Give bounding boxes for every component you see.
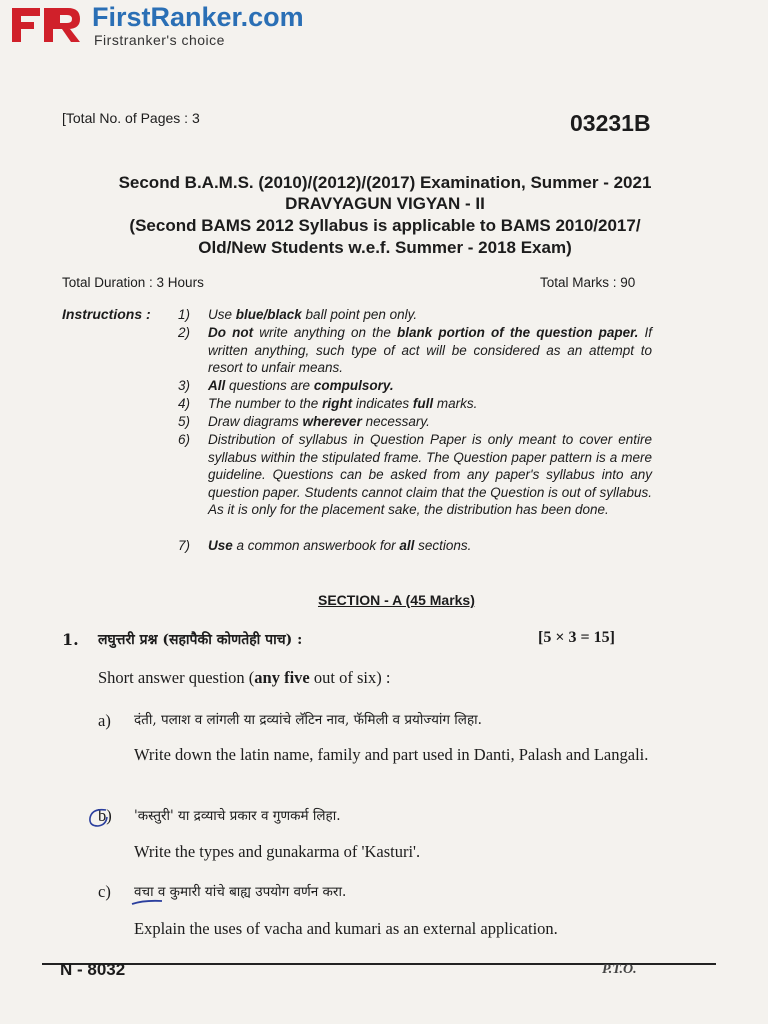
instructions-label: Instructions : (62, 306, 151, 322)
instruction-number: 7) (177, 538, 190, 553)
syllabus-note-line-1: (Second BAMS 2012 Syllabus is applicable to BAMS 2010/2017/ (129, 216, 641, 235)
intro-emphasis: any five (254, 668, 310, 687)
subject-title: DRAVYAGUN VIGYAN - II (285, 194, 485, 213)
total-marks: Total Marks : 90 (540, 275, 636, 290)
brand-name: FirstRanker.com (92, 2, 304, 32)
part-label: b) (98, 806, 112, 825)
instruction-text: Use blue/black ball point pen only. (208, 307, 418, 322)
question-intro (98, 667, 390, 688)
brand-tagline: Firstranker's choice (94, 32, 225, 48)
question-heading-marathi: लघुत्तरी प्रश्न (सहापैकी कोणतेही पाच) : (98, 632, 303, 648)
instruction-number: 6) (177, 432, 190, 447)
instruction-number: 1) (177, 307, 190, 322)
syllabus-note-line-2: Old/New Students w.e.f. Summer - 2018 Exam) (198, 238, 572, 257)
total-pages: [Total No. of Pages : 3 (62, 110, 200, 126)
paper-serial: N - 8032 (60, 960, 126, 979)
part-english-text: Write down the latin name, family and part used in Danti, Palash and Langali. (134, 745, 649, 764)
part-marathi-text: वचा व कुमारी यांचे बाह्य उपयोग वर्णन करा. (134, 884, 347, 900)
instruction-number: 5) (177, 414, 190, 429)
exam-title: Second B.A.M.S. (2010)/(2012)/(2017) Examination, Summer - 2021 (118, 173, 652, 192)
instruction-text: All questions are compulsory. (208, 378, 394, 393)
instruction-text: Draw diagrams wherever necessary. (208, 414, 430, 429)
intro-text: out of six) : (309, 668, 391, 687)
fr-logo-icon (12, 4, 82, 42)
page-turn-note: P.T.O. (602, 962, 637, 977)
instruction-text: Distribution of syllabus in Question Paper is only meant to cover entire syllabus within the stipulated frame. The Question paper pattern is a mere guideline. Questions can be asked from any paper's syllabus into any question paper. Students cannot claim that the Question is out of syllabus. As it is only for the placement sake, the distribution has been done. (208, 432, 652, 517)
handwritten-circle-mark (86, 806, 110, 830)
instruction-number: 3) (177, 378, 190, 393)
instruction-text: Do not write anything on the blank portion of the question paper. If written anything, such type of act will be considered as an attempt to resort to unfair means. (208, 325, 652, 375)
paper-code: 03231B (570, 110, 651, 136)
intro-text: Short answer question ( (98, 668, 255, 687)
section-a-heading: SECTION - A (45 Marks) (318, 592, 475, 608)
instruction-number: 4) (177, 396, 190, 411)
part-label: a) (98, 711, 111, 730)
question-number: 1. (62, 630, 79, 649)
instruction-text: Use a common answerbook for all sections. (208, 538, 472, 553)
instruction-text: The number to the right indicates full marks. (208, 396, 478, 411)
handwritten-underline-mark (130, 896, 166, 908)
instruction-number: 2) (177, 325, 190, 340)
part-english-text: Write the types and gunakarma of 'Kasturi'. (134, 842, 421, 861)
question-marks: [5 × 3 = 15] (538, 629, 615, 646)
part-label: c) (98, 882, 111, 901)
part-marathi-text: दंती, पलाश व लांगली या द्रव्यांचे लॅटिन नाव, फॅमिली व प्रयोज्यांग लिहा. (134, 712, 482, 728)
total-duration: Total Duration : 3 Hours (62, 275, 204, 290)
part-marathi-text: 'कस्तुरी' या द्रव्याचे प्रकार व गुणकर्म लिहा. (134, 808, 341, 824)
part-english-text: Explain the uses of vacha and kumari as an external application. (134, 919, 558, 938)
